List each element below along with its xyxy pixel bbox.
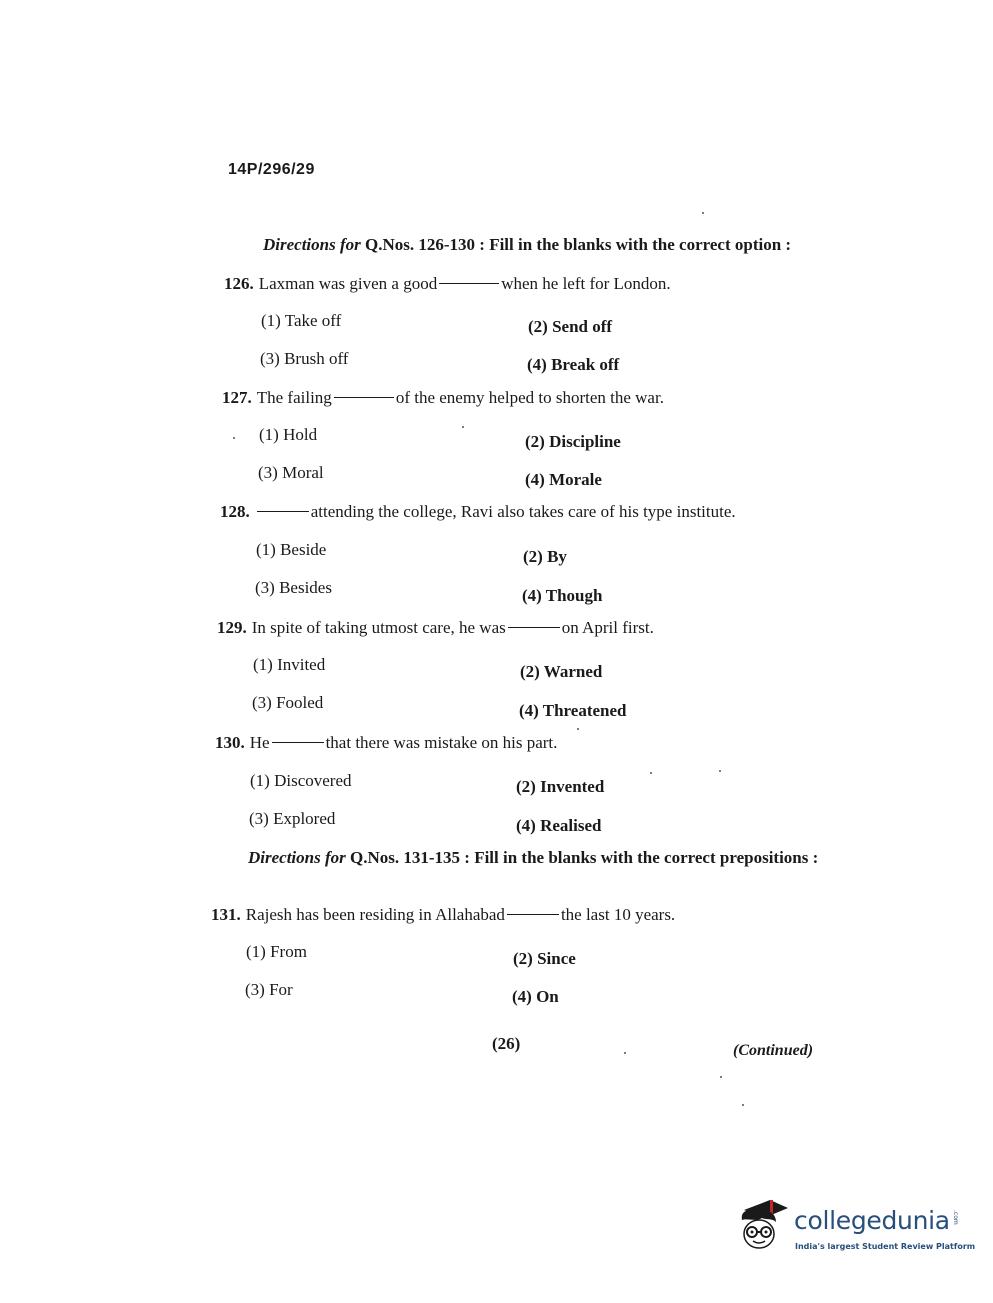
question-text-after: on April first. xyxy=(561,618,654,637)
question-text-before: The failing xyxy=(256,388,332,407)
option-126-2: (2) Send off xyxy=(528,317,613,336)
option-128-4: (4) Though xyxy=(522,586,603,605)
option-130-4: (4) Realised xyxy=(516,816,602,835)
brand-suffix: .com xyxy=(952,1210,959,1225)
question-text-after: that there was mistake on his part. xyxy=(325,733,558,752)
scan-speck xyxy=(702,212,704,214)
option-127-4: (4) Morale xyxy=(525,470,602,489)
page-number: (26) xyxy=(492,1034,521,1053)
question-text-before: Laxman was given a good xyxy=(258,274,438,293)
option-130-1: (1) Discovered xyxy=(250,771,352,790)
option-126-4: (4) Break off xyxy=(527,355,620,374)
option-128-2: (2) By xyxy=(523,547,567,566)
option-128-1: (1) Beside xyxy=(256,540,327,559)
question-129 xyxy=(217,618,654,638)
question-number: 126. xyxy=(224,274,254,293)
question-130 xyxy=(215,733,557,753)
scan-speck xyxy=(720,1076,722,1078)
answer-blank xyxy=(257,511,309,512)
question-number: 127. xyxy=(222,388,252,407)
option-129-3: (3) Fooled xyxy=(252,693,324,712)
question-text-before: He xyxy=(249,733,270,752)
question-number: 129. xyxy=(217,618,247,637)
question-text-after: attending the college, Ravi also takes care of his type institute. xyxy=(310,502,736,521)
continued-label: (Continued) xyxy=(733,1042,814,1059)
answer-blank xyxy=(507,914,559,915)
directions-126-130 xyxy=(263,236,823,254)
paper-code: 14P/296/29 xyxy=(228,161,315,178)
answer-blank xyxy=(439,283,499,284)
option-127-1: (1) Hold xyxy=(259,425,318,444)
scan-speck xyxy=(650,772,652,774)
option-126-3: (3) Brush off xyxy=(260,349,349,368)
answer-blank xyxy=(272,742,324,743)
option-131-3: (3) For xyxy=(245,980,293,999)
collegedunia-logo xyxy=(736,1196,976,1266)
option-129-2: (2) Warned xyxy=(520,662,603,681)
directions-text: Q.Nos. 131-135 : Fill in the blanks with the correct prepositions : xyxy=(350,848,819,867)
question-127 xyxy=(222,388,664,408)
option-131-1: (1) From xyxy=(246,942,307,961)
option-130-3: (3) Explored xyxy=(249,809,336,828)
question-text-before: In spite of taking utmost care, he was xyxy=(251,618,506,637)
option-127-3: (3) Moral xyxy=(258,463,324,482)
directions-lead: Directions for xyxy=(263,235,361,254)
directions-131-135 xyxy=(248,849,826,867)
answer-blank xyxy=(508,627,560,628)
question-text-after: the last 10 years. xyxy=(560,905,676,924)
mascot-icon xyxy=(736,1196,792,1256)
question-text-after: when he left for London. xyxy=(501,274,671,293)
scan-speck xyxy=(462,426,464,428)
scan-speck xyxy=(719,770,721,772)
question-128 xyxy=(220,502,736,522)
question-text-before: Rajesh has been residing in Allahabad xyxy=(245,905,505,924)
brand-name: collegedunia xyxy=(794,1206,950,1235)
scan-speck xyxy=(577,728,579,730)
question-126 xyxy=(224,274,671,294)
scan-speck xyxy=(624,1052,626,1054)
directions-lead: Directions for xyxy=(248,848,346,867)
brand-tagline: India's largest Student Review Platform xyxy=(795,1242,976,1251)
scan-speck xyxy=(742,1104,744,1106)
scan-speck xyxy=(233,437,235,439)
question-number: 128. xyxy=(220,502,250,521)
answer-blank xyxy=(334,397,394,398)
option-130-2: (2) Invented xyxy=(516,777,605,796)
option-128-3: (3) Besides xyxy=(255,578,332,597)
option-126-1: (1) Take off xyxy=(261,311,342,330)
option-131-4: (4) On xyxy=(512,987,559,1006)
question-number: 130. xyxy=(215,733,245,752)
question-131 xyxy=(211,905,675,925)
directions-text: Q.Nos. 126-130 : Fill in the blanks with the correct option : xyxy=(365,235,792,254)
option-129-4: (4) Threatened xyxy=(519,701,627,720)
option-131-2: (2) Since xyxy=(513,949,576,968)
question-number: 131. xyxy=(211,905,241,924)
question-text-after: of the enemy helped to shorten the war. xyxy=(395,388,664,407)
option-129-1: (1) Invited xyxy=(253,655,326,674)
option-127-2: (2) Discipline xyxy=(525,432,621,451)
